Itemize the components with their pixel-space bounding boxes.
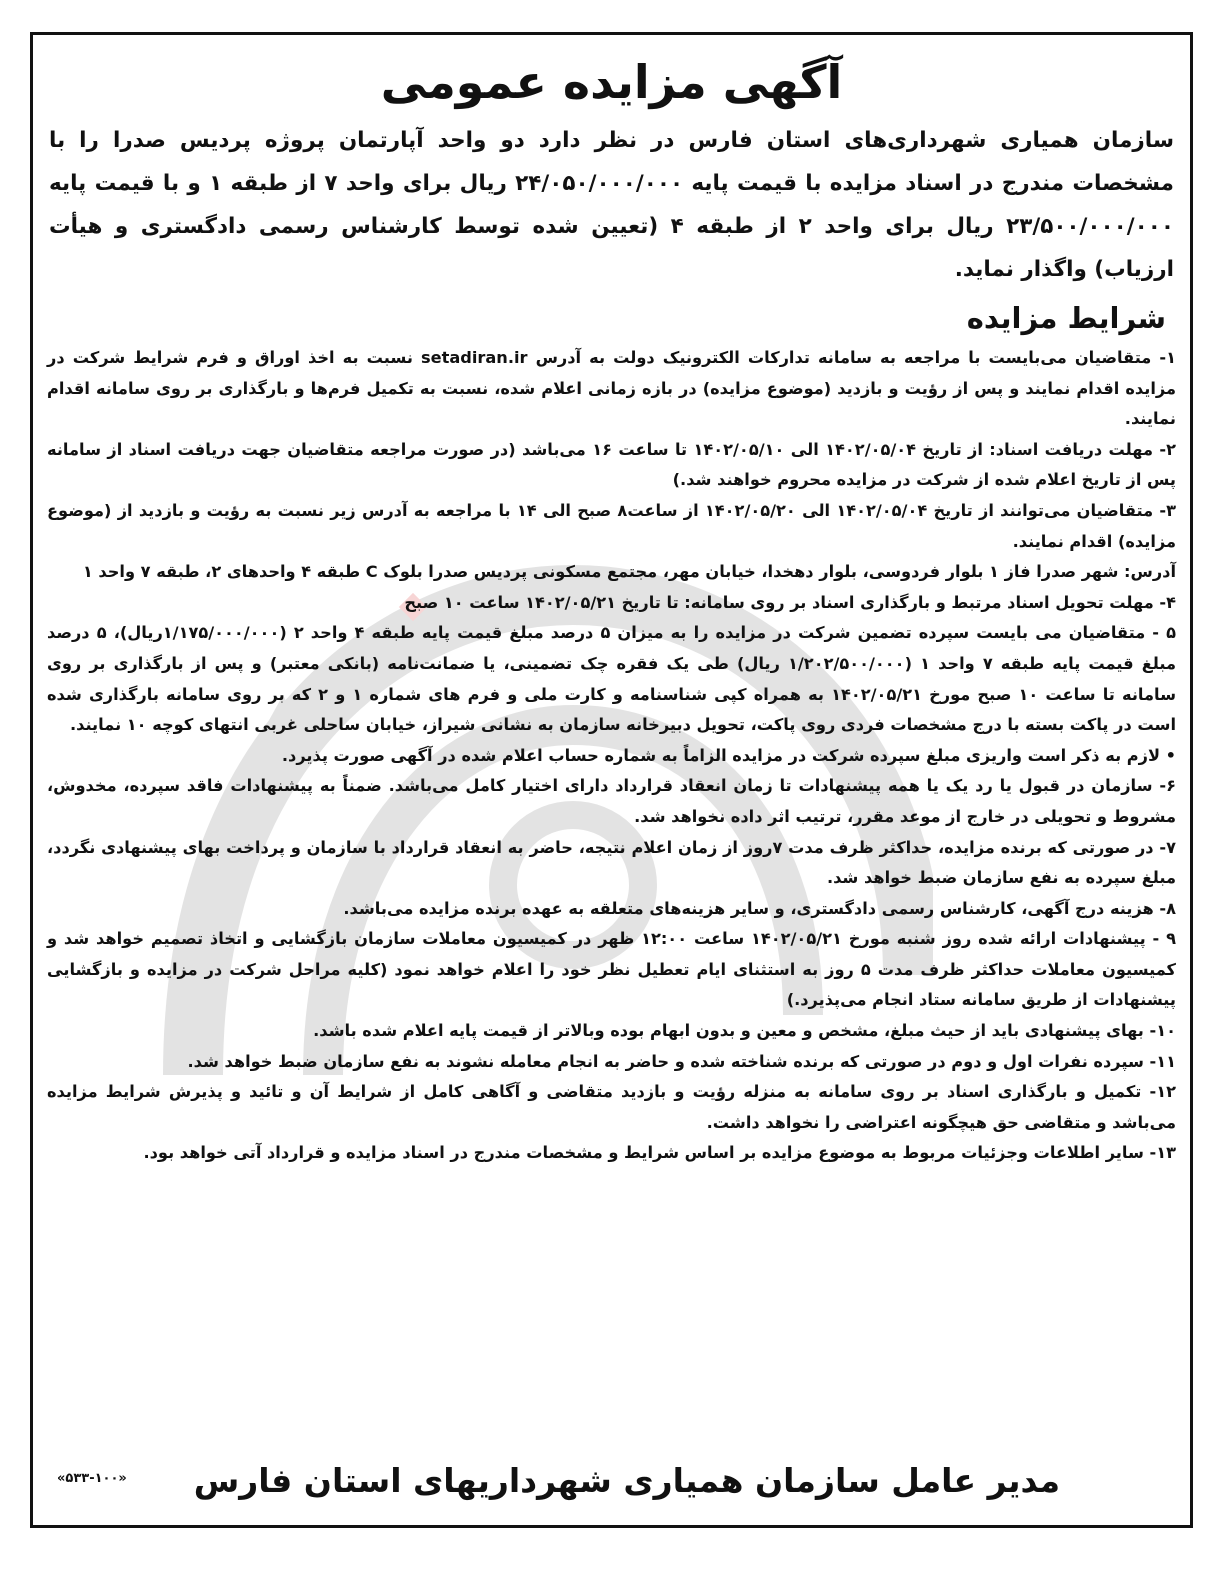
conditions-list bbox=[47, 343, 1176, 1169]
condition-5: ۵ - متقاضیان می بایست سپرده تضمین شرکت در مزایده را به میزان ۵ درصد مبلغ قیمت پایه طبقه ۴ واحد ۲ (۱/۱۷۵/۰۰۰/۰۰۰ریال)، ۵ درصد مبلغ قیمت پایه طبقه ۷ واحد ۱ (۱/۲۰۲/۵۰۰/۰۰۰ ریال) طی یک فقره چک تضمینی، یا ضمانت‌نامه (بانکی معتبر) و پس از بارگذاری بر روی سامانه تا ساعت ۱۰ صبح مورخ ۱۴۰۲/۰۵/۲۱ به همراه کپی شناسنامه و کارت ملی و فرم های شماره ۱ و ۲ که بر روی سامانه بارگذاری شده است در پاکت بسته با درج مشخصات فردی روی پاکت، تحویل دبیرخانه سازمان به نشانی شیراز، خیابان ساحلی غربی انتهای کوچه ۱۰ نمایند. bbox=[47, 623, 1177, 735]
ad-code: «۵۳۳-۱۰۰» bbox=[57, 1471, 127, 1486]
condition-2: ۲- مهلت دریافت اسناد: از تاریخ ۱۴۰۲/۰۵/۰۴ الی ۱۴۰۲/۰۵/۱۰ تا ساعت ۱۶ می‌باشد (در صورت مراجعه متقاضیان جهت دریافت اسناد از سامانه پس از تاریخ اعلام شده از شرکت در مزایده محروم خواهند شد.) bbox=[47, 439, 1176, 490]
notice-title: آگهی مزایده عمومی bbox=[380, 55, 843, 109]
condition-6: ۶- سازمان در قبول یا رد یک یا همه پیشنهادات تا زمان انعقاد قرارداد دارای اختیار کامل می‌باشد. ضمناً به پیشنهادات فاقد سپرده، مخدوش، مشروط و تحویلی در خارج از موعد مقرر، ترتیب اثر داده نخواهد شد. bbox=[47, 776, 1176, 826]
condition-11: ۱۱- سپرده نفرات اول و دوم در صورتی که برنده شناخته شده و حاضر به انجام معامله نشوند به نفع سازمان ضبط خواهد شد. bbox=[187, 1051, 1176, 1071]
condition-7: ۷- در صورتی که برنده مزایده، حداکثر ظرف مدت ۷روز از زمان اعلام نتیجه، حاضر به انعقاد قرارداد با سازمان و پرداخت بهای پیشنهادی نگردد، مبلغ سپرده به نفع سازمان ضبط خواهد شد. bbox=[47, 837, 1177, 888]
condition-4: ۴- مهلت تحویل اسناد مرتبط و بارگذاری اسناد بر روی سامانه: تا تاریخ ۱۴۰۲/۰۵/۲۱ ساعت ۱۰ صبح bbox=[404, 592, 1176, 612]
condition-1: ۱- متقاضیان می‌بایست با مراجعه به سامانه تدارکات الکترونیک دولت به آدرس setadiran.ir نسبت به اخذ اوراق و فرم شرایط شرکت در مزایده اقدام نمایند و پس از رؤیت و بازدید (موضوع مزایده) در بازه زمانی اعلام شده، نسبت به تکمیل فرم‌ها و بارگذاری بر روی سامانه اقدام نمایند. bbox=[47, 348, 1177, 429]
condition-13: ۱۳- سایر اطلاعات وجزئیات مربوط به موضوع مزایده بر اساس شرایط و مشخصات مندرج در اسناد مزایده و قرارداد آتی خواهد بود. bbox=[143, 1143, 1176, 1163]
condition-3: ۳- متقاضیان می‌توانند از تاریخ ۱۴۰۲/۰۵/۰۴ الی ۱۴۰۲/۰۵/۲۰ از ساعت۸ صبح الی ۱۴ با مراجعه به آدرس زیر نسبت به رؤیت و بازدید از (موضوع مزایده) اقدام نمایند. bbox=[47, 500, 1177, 551]
condition-8: ۸- هزینه درج آگهی، کارشناس رسمی دادگستری، و سایر هزینه‌های متعلقه به عهده برنده مزایده می‌باشد. bbox=[343, 898, 1176, 918]
deposit-note: • لازم به ذکر است واریزی مبلغ سپرده شرکت در مزایده الزاماً به شماره حساب اعلام شده در آگهی صورت پذیرد. bbox=[281, 745, 1176, 765]
notice-frame bbox=[30, 32, 1193, 1528]
notice-intro: سازمان همیاری شهرداری‌های استان فارس در نظر دارد دو واحد آپارتمان پروژه پردیس صدرا را با مشخصات مندرج در اسناد مزایده با قیمت پایه ۲۴/۰۵۰/۰۰۰/۰۰۰ ریال برای واحد ۷ از طبقه ۱ و با قیمت پایه ۲۳/۵۰۰/۰۰۰/۰۰۰ ریال برای واحد ۲ از طبقه ۴ (تعیین شده توسط کارشناس رسمی دادگستری و هیأت ارزیاب) واگذار نماید. bbox=[49, 128, 1174, 282]
conditions-heading: شرایط مزایده bbox=[966, 301, 1166, 335]
signature: مدیر عامل سازمان همیاری شهرداریهای استان فارس bbox=[193, 1461, 1060, 1500]
address-line: آدرس: شهر صدرا فاز ۱ بلوار فردوسی، بلوار دهخدا، خیابان مهر، مجتمع مسکونی پردیس صدرا بلوک C طبقه ۴ واحدهای ۲، طبقه ۷ واحد ۱ bbox=[82, 562, 1176, 582]
condition-9: ۹ - پیشنهادات ارائه شده روز شنبه مورخ ۱۴۰۲/۰۵/۲۱ ساعت ۱۲:۰۰ ظهر در کمیسیون معاملات سازمان بازگشایی و اتخاذ تصمیم خواهد شد و کمیسیون معاملات حداکثر ظرف مدت ۵ روز به استثنای ایام تعطیل نظر خود را اعلام خواهد نمود (کلیه مراحل شرکت در مزایده و بازگشایی پیشنهادات از طریق سامانه ستاد انجام می‌پذیرد.) bbox=[47, 929, 1177, 1010]
signature-row bbox=[43, 1453, 1180, 1509]
condition-12: ۱۲- تکمیل و بارگذاری اسناد بر روی سامانه به منزله رؤیت و بازدید متقاضی و آگاهی کامل از شرایط آن و تائید و پذیرش شرایط مزایده می‌باشد و متقاضی حق هیچگونه اعتراضی را نخواهد داشت. bbox=[47, 1082, 1176, 1132]
condition-10: ۱۰- بهای پیشنهادی باید از حیث مبلغ، مشخص و معین و بدون ابهام بوده وبالاتر از قیمت پایه اعلام شده باشد. bbox=[313, 1021, 1176, 1041]
